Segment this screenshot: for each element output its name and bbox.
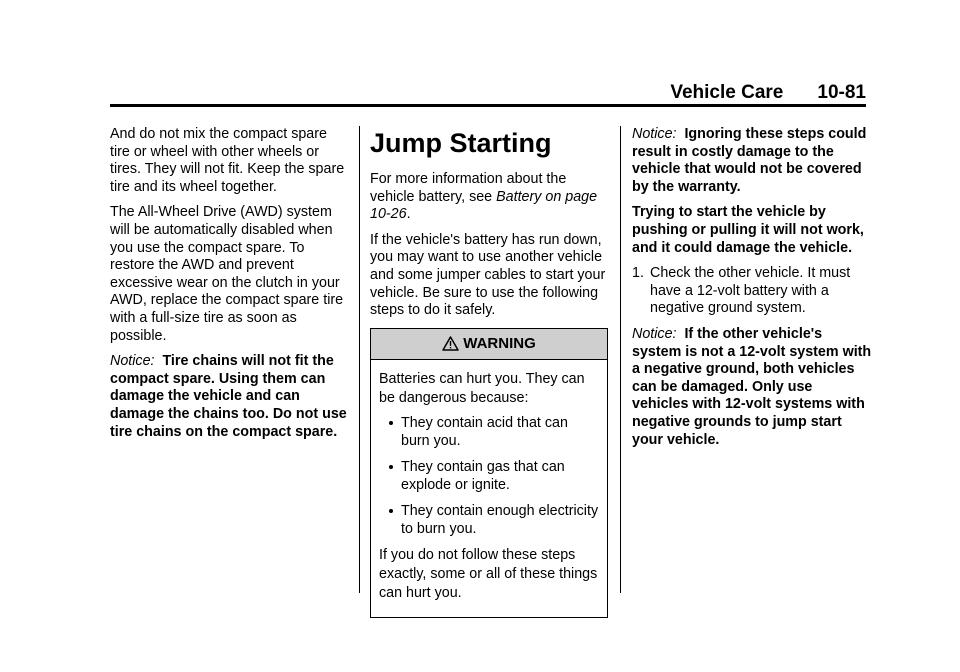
warning-intro: Batteries can hurt you. They can be dangerous because: xyxy=(379,370,585,406)
warning-header xyxy=(371,329,607,360)
battery-info-text: For more information about the vehicle battery, see xyxy=(370,171,567,205)
paragraph-push-pull: Trying to start the vehicle by pushing or pulling it will not work, and it could damage the vehicle. xyxy=(632,204,864,256)
notice-label: Notice: xyxy=(632,325,677,342)
notice-costly-damage xyxy=(632,126,872,196)
notice-tire-chains xyxy=(110,353,350,441)
step-number: 1. xyxy=(632,265,644,282)
notice-text: If the other vehicle's system is not a 12-volt system with a negative ground, both vehicles can be damaged. Only use vehicles with 12-volt systems with negative grounds to jump start your vehicle. xyxy=(632,325,872,448)
notice-text: Tire chains will not fit the compact spare. Using them can damage the vehicle and can damage the chains too. Do not use tire chains on the compact spare. xyxy=(110,353,347,440)
notice-label: Notice: xyxy=(110,353,155,370)
list-item: They contain acid that can burn you. xyxy=(379,414,599,450)
paragraph-run-down: If the vehicle's battery has run down, you may want to use another vehicle and some jumper cables to start your vehicle. Be sure to use the following steps to do it safely. xyxy=(370,231,606,319)
list-item: They contain enough electricity to burn you. xyxy=(379,502,599,538)
page-number: 10-81 xyxy=(817,82,866,103)
header-rule xyxy=(110,104,866,107)
column-middle xyxy=(370,127,610,618)
battery-reference-link[interactable]: Battery on page 10-26 xyxy=(370,188,598,223)
step-text: Check the other vehicle. It must have a 12-volt battery with a negative ground system. xyxy=(650,265,851,317)
warning-title: WARNING xyxy=(463,334,536,352)
paragraph-battery-info xyxy=(370,171,610,224)
paragraph-compact-spare: And do not mix the compact spare tire or wheel with other wheels or tires. They will not fit. Keep the spare tire and its wheel together. xyxy=(110,126,345,195)
warning-box xyxy=(370,328,608,618)
column-left xyxy=(110,126,350,449)
column-right xyxy=(632,126,872,457)
battery-info-end: . xyxy=(406,206,411,223)
warning-bullets xyxy=(379,414,599,538)
paragraph-awd: The All-Wheel Drive (AWD) system will be automatically disabled when you use the compact spare. To restore the AWD and prevent excessive wear on the clutch in your AWD, replace the compact spare tire with a full-size tire as soon as possible. xyxy=(110,204,344,344)
warning-outro: If you do not follow these steps exactly, some or all of these things can hurt you. xyxy=(379,546,598,601)
warning-triangle-icon xyxy=(442,336,459,351)
warning-body xyxy=(371,360,607,617)
notice-12-volt xyxy=(632,326,872,449)
list-item: They contain gas that can explode or ignite. xyxy=(379,458,599,494)
page-header xyxy=(110,82,866,106)
section-title: Vehicle Care xyxy=(670,82,784,103)
notice-label: Notice: xyxy=(632,126,677,142)
section-heading: Jump Starting xyxy=(370,128,552,158)
column-divider-1 xyxy=(359,126,360,593)
step-1 xyxy=(632,265,872,318)
notice-text: Ignoring these steps could result in costly damage to the vehicle that would not be covered by the warranty. xyxy=(632,126,867,195)
column-divider-2 xyxy=(620,126,621,593)
